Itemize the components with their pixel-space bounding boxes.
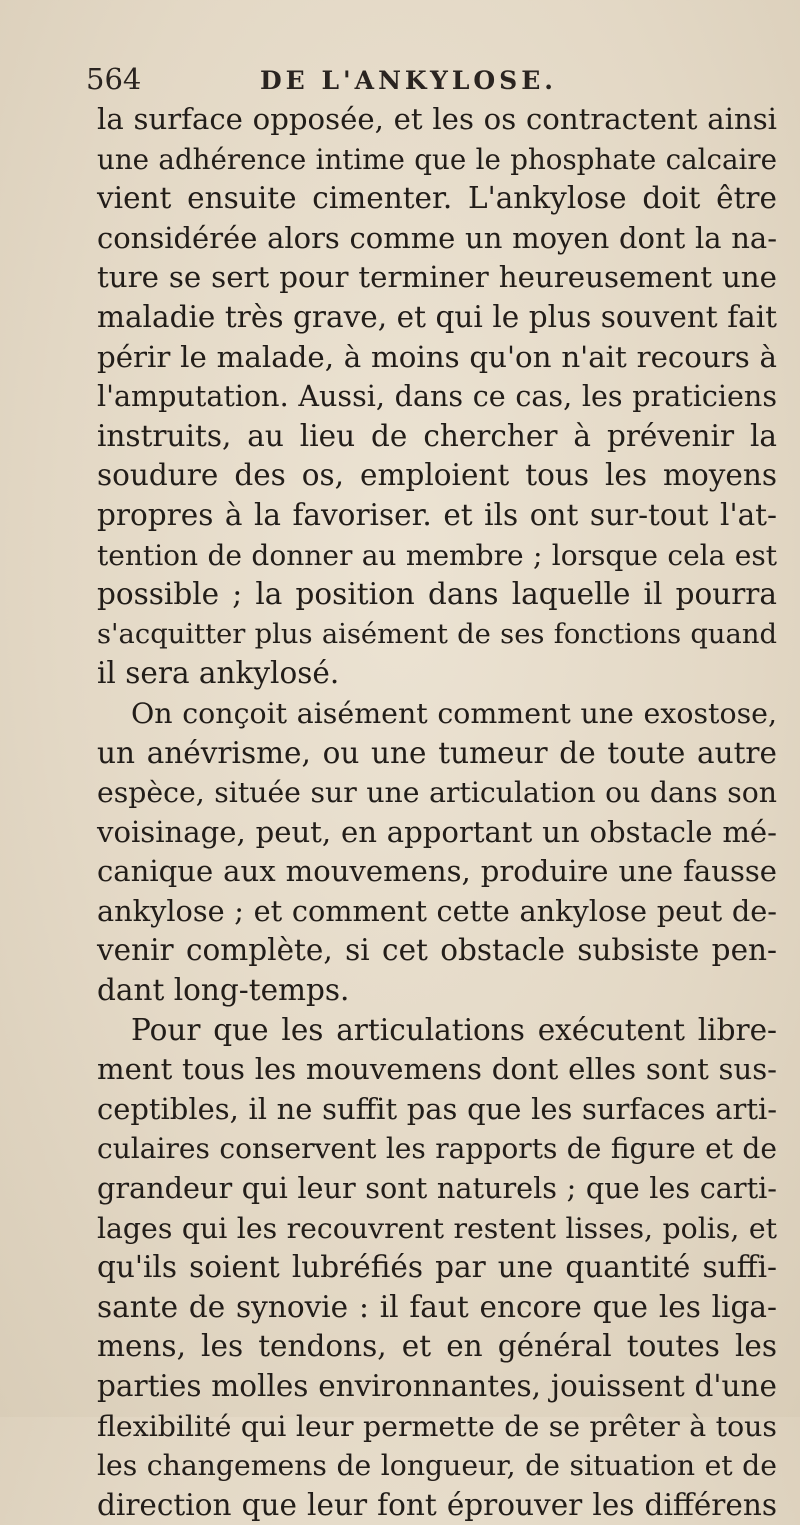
- text-line: dant long-temps.: [97, 973, 350, 1008]
- text-line: vient ensuite cimenter. L'ankylose doit être: [97, 181, 777, 216]
- text-line: l'amputation. Aussi, dans ce cas, les praticiens: [97, 379, 777, 414]
- text-line: les changemens de longueur, de situation et de: [97, 1449, 777, 1483]
- page-number: 564: [86, 62, 142, 96]
- running-head: [86, 62, 776, 102]
- text-line: ture se sert pour terminer heureusement une: [97, 260, 777, 295]
- text-line: venir complète, si cet obstacle subsiste pen-: [97, 933, 777, 968]
- text-line: possible ; la position dans laquelle il pourra: [97, 577, 777, 612]
- text-line: voisinage, peut, en apportant un obstacle mé-: [97, 814, 777, 849]
- text-line: Pour que les articulations exécutent libre-: [131, 1012, 777, 1047]
- text-line: direction que leur font éprouver les différens: [97, 1487, 777, 1522]
- text-line: espèce, située sur une articulation ou dans son: [97, 776, 777, 810]
- text-line: ment tous les mouvemens dont elles sont sus-: [97, 1052, 777, 1087]
- text-line: maladie très grave, et qui le plus souvent fait: [97, 299, 777, 334]
- text-line: mens, les tendons, et en général toutes les: [97, 1329, 777, 1364]
- text-line: soudure des os, emploient tous les moyens: [97, 458, 777, 493]
- text-line: culaires conservent les rapports de figure et de: [97, 1132, 777, 1166]
- text-line: ceptibles, il ne suffit pas que les surfaces arti-: [97, 1091, 777, 1126]
- text-line: une adhérence intime que le phosphate calcaire: [97, 142, 777, 176]
- text-line: lages qui les recouvrent restent lisses, polis, et: [97, 1211, 777, 1245]
- text-line: instruits, au lieu de chercher à prévenir la: [97, 418, 777, 453]
- running-title: DE L'ANKYLOSE.: [260, 66, 557, 95]
- text-line: grandeur qui leur sont naturels ; que les carti-: [97, 1171, 777, 1206]
- text-line: propres à la favoriser. et ils ont sur-tout l'at-: [97, 497, 777, 532]
- text-line: périr le malade, à moins qu'on n'ait recours à: [97, 339, 777, 374]
- text-line: la surface opposée, et les os contractent ainsi: [97, 102, 777, 136]
- text-line: flexibilité qui leur permette de se prêter à tous: [97, 1409, 777, 1443]
- text-line: qu'ils soient lubréfiés par une quantité suffi-: [97, 1250, 777, 1285]
- text-line: sante de synovie : il faut encore que les liga-: [97, 1289, 777, 1324]
- text-line: parties molles environnantes, jouissent d'une: [97, 1369, 777, 1403]
- text-line: On conçoit aisément comment une exostose,: [131, 696, 777, 730]
- text-line: s'acquitter plus aisément de ses fonctions quand: [97, 618, 777, 650]
- body-text: [97, 100, 777, 1525]
- text-line: canique aux mouvemens, produire une fausse: [97, 854, 777, 889]
- text-line: tention de donner au membre ; lorsque cela est: [97, 538, 777, 572]
- text-line: un anévrisme, ou une tumeur de toute autre: [97, 735, 777, 770]
- text-line: ankylose ; et comment cette ankylose peut de-: [97, 893, 777, 928]
- text-line: considérée alors comme un moyen dont la na-: [97, 220, 777, 255]
- text-line: il sera ankylosé.: [97, 656, 340, 691]
